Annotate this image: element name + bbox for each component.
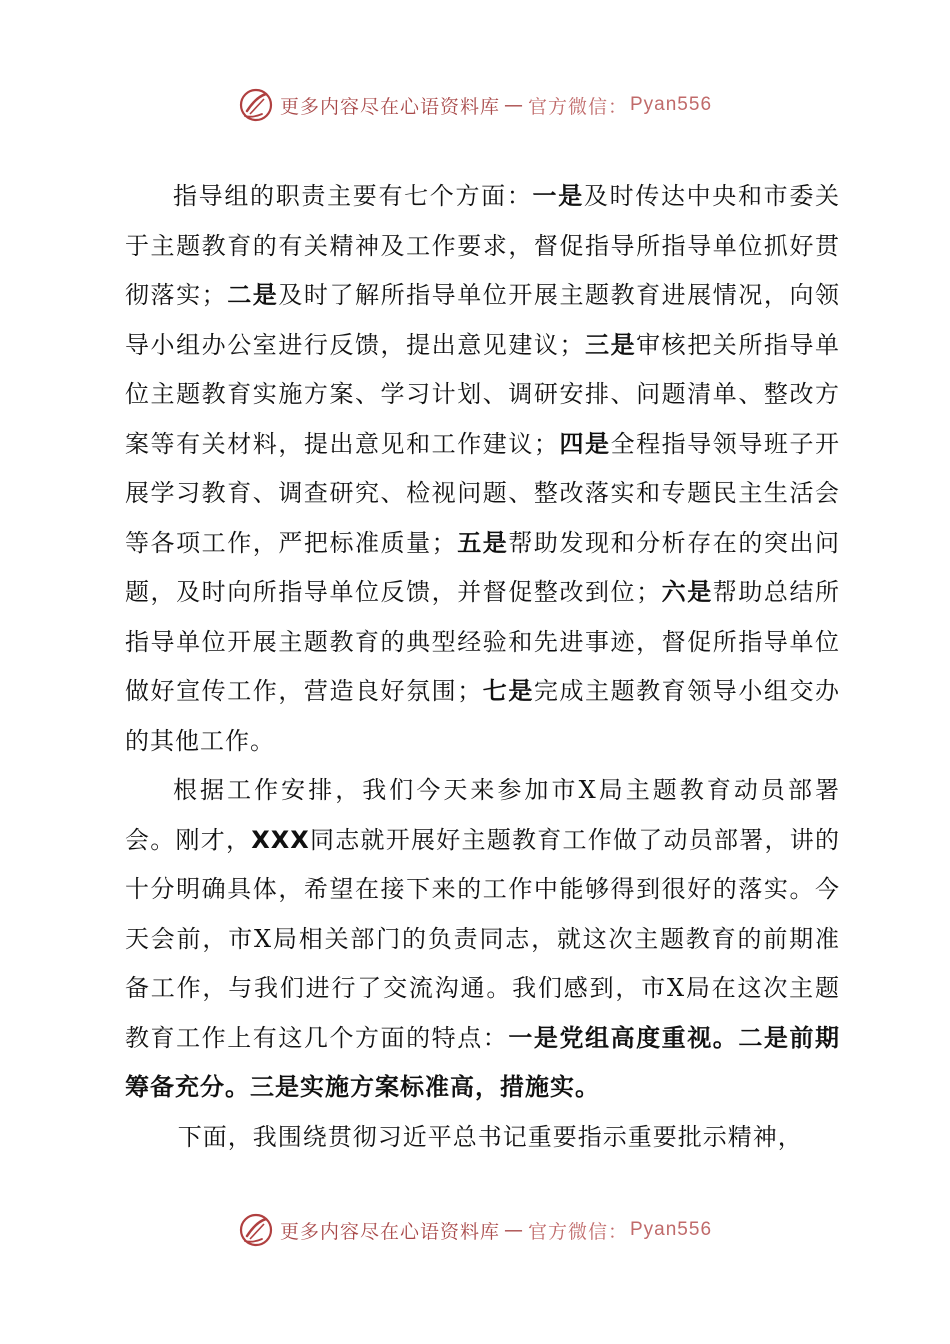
- paragraph-meeting: [125, 766, 840, 1113]
- bold-run: 一是党组高度重视。二是前期筹备充分。三是实施方案标准高，措施实。: [125, 1023, 841, 1101]
- bold-run: 一是: [532, 182, 584, 210]
- text-run: 帮助总结所指导单位开展主题教育的典型经验和先进事迹，督促所指导单位做好宣传工作，营造良好氛围；: [125, 578, 841, 705]
- bold-run: 五是: [456, 528, 509, 557]
- text-run: 同志就开展好主题教育工作做了动员部署，讲的十分明确具体，希望在接下来的工作中能够得到很好的落实。今天会前，市X局相关部门的负责同志，就这次主题教育的前期准备工作，与我们进行了交流沟通。我们感到，市X局在这次主题教育工作上有这几个方面的特点：: [125, 825, 841, 1052]
- watermark-wechat-label: 官方微信：: [527, 95, 628, 118]
- watermark-account: Pyan556: [630, 1219, 713, 1240]
- document-body: [125, 172, 840, 1162]
- bold-run: 二是: [226, 281, 279, 309]
- paragraph-next: [125, 1113, 840, 1163]
- text-run: 根据工作安排，我们今天来参加市X局主题教育动员部署会。刚才，: [125, 776, 840, 854]
- watermark-banner-bottom: [0, 1210, 950, 1250]
- text-run: 帮助发现和分析存在的突出问题，及时向所指导单位反馈，并督促整改到位；: [125, 528, 841, 606]
- pen-logo-icon: [238, 87, 274, 123]
- watermark-text: 更多内容尽在心语资料库: [279, 1220, 500, 1243]
- bold-run: 四是: [558, 429, 611, 458]
- text-run: 及时了解所指导单位开展主题教育进展情况，向领导小组办公室进行反馈，提出意见建议；: [125, 281, 841, 359]
- bold-run: XXX: [251, 825, 310, 854]
- bold-run: 六是: [661, 578, 713, 606]
- watermark-wechat-label: 官方微信：: [527, 1220, 628, 1243]
- paragraph-duties: [125, 172, 840, 766]
- text-run: 审核把关所指导单位主题教育实施方案、学习计划、调研安排、问题清单、整改方案等有关材料，提出意见和工作建议；: [125, 330, 841, 458]
- text-run: 完成主题教育领导小组交办的其他工作。: [125, 677, 841, 755]
- watermark-separator: —: [503, 94, 524, 116]
- text-run: 指导组的职责主要有七个方面：: [173, 182, 533, 210]
- watermark-text: 更多内容尽在心语资料库: [279, 95, 500, 118]
- pen-logo-icon: [238, 1212, 274, 1248]
- text-run: 下面，我围绕贯彻习近平总书记重要指示重要批示精神，: [177, 1122, 803, 1151]
- watermark-account: Pyan556: [630, 94, 713, 115]
- bold-run: 七是: [482, 677, 534, 705]
- text-run: 全程指导领导班子开展学习教育、调查研究、检视问题、整改落实和专题民主生活会等各项工作，严把标准质量；: [125, 429, 841, 557]
- bold-run: 三是: [584, 330, 637, 359]
- watermark-separator: —: [503, 1219, 524, 1241]
- watermark-banner-top: [0, 85, 950, 125]
- text-run: 及时传达中央和市委关于主题教育的有关精神及工作要求，督促指导所指导单位抓好贯彻落实；: [125, 182, 841, 309]
